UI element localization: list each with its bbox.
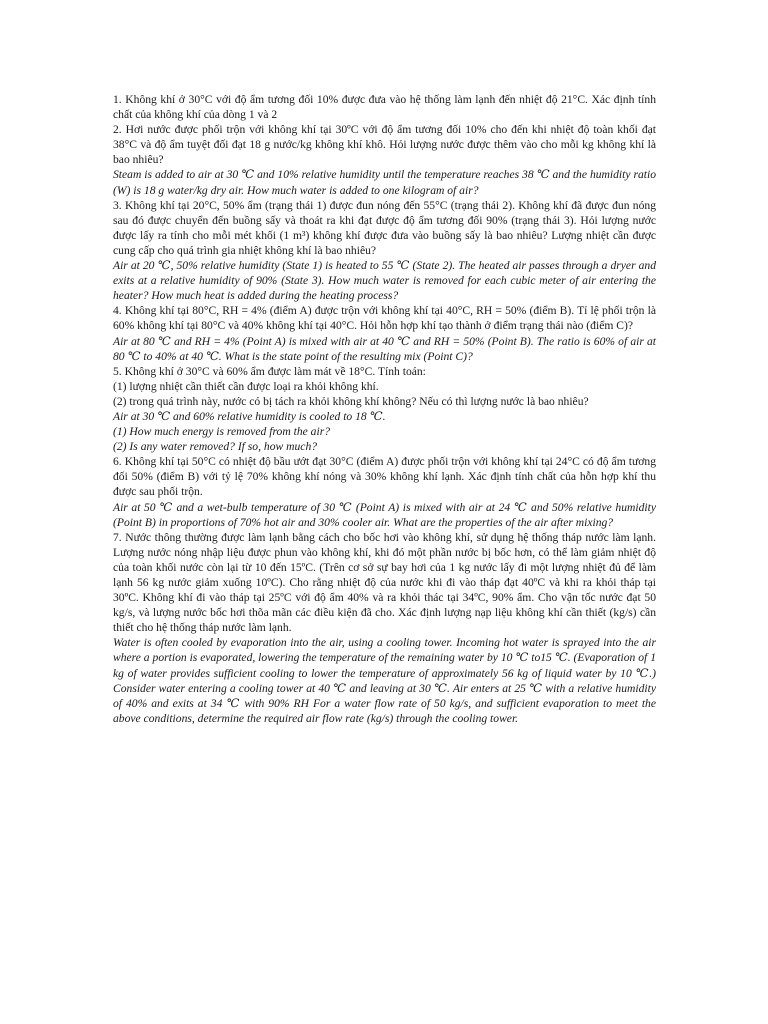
problem-7-en: Water is often cooled by evaporation into the air, using a cooling tower. Incoming hot water is sprayed into the air where a portion is evaporated, lowering the temperature of the remaining water by 10 ℃ to15 ℃. (Evaporation of 1 kg of water provides sufficient cooling to lower the temperature of approximately 56 kg of liquid water by 10 ℃.) Consider water entering a cooling tower at 40 ℃ and leaving at 30 ℃. Air enters at 25 ℃ with a relative humidity of 40% and exits at 34 ℃ with 90% RH For a water flow rate of 50 kg/s, and sufficient evaporation to meet the above conditions, determine the required air flow rate (kg/s) through the cooling tower. [113, 636, 656, 725]
problem-5-vi-part-2: (2) trong quá trình này, nước có bị tách ra khỏi không khí không? Nếu có thì lượng nước là bao nhiêu? [113, 394, 589, 408]
problem-7-vi: 7. Nước thông thường được làm lạnh bằng cách cho bốc hơi vào không khí, sử dụng hệ thống tháp nước làm lạnh. Lượng nước nóng nhập liệu được phun vào không khí, khi đó một phần nước bị bốc hơn, có thể làm giảm nhiệt độ của toàn khối nước còn lại từ 10 đến 15ºC. (Trên cơ sở sự bay hơi của 1 kg nước lấy đi một lượng nhiệt đủ để làm lạnh 56 kg nước giảm xuống 10ºC). Cho rằng nhiệt độ của nước khi đi vào tháp đạt 40ºC và khi ra khỏi tháp tại 30ºC. Không khí đi vào tháp tại 25ºC với độ ẩm 40% và ra khỏi thác tại 34ºC, 90% ẩm. Cho vận tốc nước đạt 50 kg/s, và lượng nước bốc hơi thõa mãn các điều kiện đã cho. Xác định lượng nạp liệu không khí cần thiết (kg/s) cần thiết cho hệ thống tháp nước làm lạnh. [113, 530, 656, 635]
problem-6-vi: 6. Không khí tại 50°C có nhiệt độ bầu ướt đạt 30°C (điểm A) được phối trộn với không khí tại 24°C có độ ẩm tương đối 50% (điểm B) với tỷ lệ 70% không khí nóng và 30% không khí lạnh. Xác định tính chất của hỗn hợp khí thu được sau phối trộn. [113, 455, 656, 499]
problem-6-en: Air at 50 ℃ and a wet-bulb temperature of 30 ℃ (Point A) is mixed with air at 24 ℃ and 50% relative humidity (Point B) in proportions of 70% hot air and 30% cooler air. What are the properties of the air after mixing? [113, 500, 656, 529]
problem-5-en-part-2: (2) Is any water removed? If so, how much? [113, 440, 318, 454]
document-body [113, 92, 656, 726]
problem-1-vi: 1. Không khí ở 30°C với độ ẩm tương đối 10% được đưa vào hệ thống làm lạnh đến nhiệt độ 21°C. Xác định tính chất của không khí của dòng 1 và 2 [113, 93, 656, 122]
problem-2-en: Steam is added to air at 30 ℃ and 10% relative humidity until the temperature reaches 38 ℃ and the humidity ratio (W) is 18 g water/kg dry air. How much water is added to one kilogram of air? [113, 168, 656, 197]
problem-2-vi: 2. Hơi nước được phối trộn với không khí tại 30ºC với độ ẩm tương đối 10% cho đến khi nhiệt độ toàn khối đạt 38°C và độ ẩm tuyệt đối đạt 18 g nước/kg không khí khô. Hỏi lượng nước được thêm vào cho mỗi kg không khí là bao nhiêu? [113, 123, 656, 167]
problem-3-vi: 3. Không khí tại 20°C, 50% ẩm (trạng thái 1) được đun nóng đến 55°C (trạng thái 2). Không khí đã được đun nóng sau đó được chuyển đến buồng sấy và thoát ra khi đạt được độ ẩm tương đối 90% (trạng thái 3). Hỏi lượng nước được lấy ra tính cho mỗi mét khối (1 m³) không khí được đưa vào buồng sấy là bao nhiêu? Lượng nhiệt cần được cung cấp cho quá trình gia nhiệt không khí là bao nhiêu? [113, 198, 656, 257]
problem-3-en: Air at 20 ℃, 50% relative humidity (State 1) is heated to 55 ℃ (State 2). The heated air passes through a dryer and exits at a relative humidity of 90% (State 3). How much water is removed for each cubic meter of air entering the heater? How much heat is added during the heating process? [113, 259, 656, 303]
problem-4-vi: 4. Không khí tại 80°C, RH = 4% (điểm A) được trộn với không khí tại 40°C, RH = 50% (điểm B). Tỉ lệ phối trộn là 60% không khí tại 80°C và 40% không khí tại 40°C. Hỏi hỗn hợp khí tạo thành ở điểm trạng thái nào (điểm C)? [113, 304, 656, 333]
problem-5-vi: 5. Không khí ở 30°C và 60% ẩm được làm mát về 18°C. Tính toán: [113, 364, 426, 378]
problem-5-vi-part-1: (1) lượng nhiệt cần thiết cần được loại ra khỏi không khí. [113, 379, 379, 393]
problem-5-en: Air at 30 ℃ and 60% relative humidity is cooled to 18 ℃. [113, 409, 386, 423]
problem-5-en-part-1: (1) How much energy is removed from the air? [113, 425, 331, 439]
problem-4-en: Air at 80 ℃ and RH = 4% (Point A) is mixed with air at 40 ℃ and RH = 50% (Point B). The ratio is 60% of air at 80 ℃ to 40% at 40 ℃. What is the state point of the resulting mix (Point C)? [113, 334, 656, 363]
